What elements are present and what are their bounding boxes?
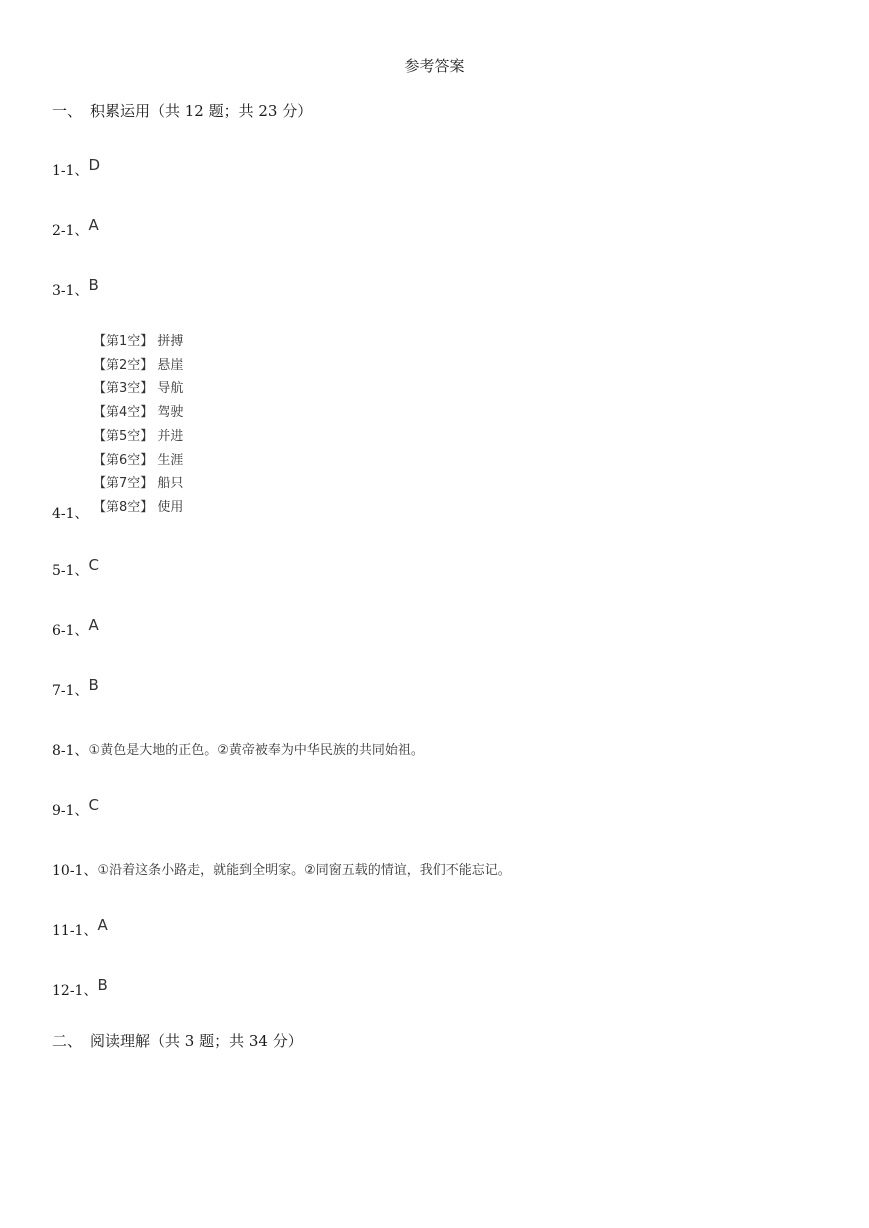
section-number: 一、	[52, 102, 83, 120]
answer-row	[52, 503, 89, 523]
blank-value: 拼搏	[157, 334, 184, 349]
answer-value: ①黄色是大地的正色。②黄帝被奉为中华民族的共同始祖。	[88, 743, 424, 758]
question-number: 10-1、	[52, 863, 98, 879]
page-title: 参考答案	[404, 57, 465, 75]
blank-item	[93, 401, 183, 425]
blank-value: 使用	[157, 499, 184, 515]
answer-value: B	[97, 976, 108, 994]
blank-value: 并进	[157, 428, 184, 444]
blank-label: 【第2空】	[93, 357, 154, 373]
section-heading	[52, 1030, 303, 1051]
answer-value: D	[88, 156, 101, 174]
blank-label: 【第5空】	[93, 428, 154, 444]
blank-value: 生涯	[157, 452, 184, 468]
answer-row	[52, 676, 99, 700]
answer-row	[52, 796, 100, 820]
blank-item	[93, 377, 183, 401]
blank-value: 导航	[157, 381, 184, 397]
answer-value: C	[88, 796, 100, 814]
question-number: 4-1、	[52, 506, 89, 522]
answer-value: A	[88, 616, 99, 634]
blank-value: 驾驶	[157, 405, 184, 421]
question-number: 12-1、	[52, 983, 98, 999]
question-number: 6-1、	[52, 623, 89, 639]
answer-row	[52, 156, 101, 180]
answer-row	[52, 616, 99, 640]
blank-value: 悬崖	[157, 357, 184, 373]
section-title: 阅读理解（共 3 题；共 34 分）	[90, 1032, 303, 1050]
question-number: 7-1、	[52, 683, 89, 699]
answer-value: B	[88, 276, 99, 294]
answer-row	[52, 916, 108, 940]
blank-item	[93, 472, 183, 496]
blank-item	[93, 330, 183, 354]
blank-item	[93, 425, 183, 449]
question-number: 9-1、	[52, 803, 89, 819]
blank-label: 【第8空】	[93, 499, 154, 515]
answer-value: A	[97, 916, 108, 934]
blank-item	[93, 354, 183, 378]
answer-value: B	[88, 676, 99, 694]
question-number: 2-1、	[52, 223, 89, 239]
answer-row	[52, 860, 511, 880]
answer-row	[52, 276, 99, 300]
answer-row	[52, 740, 424, 760]
question-number: 5-1、	[52, 563, 89, 579]
answer-row	[52, 976, 108, 1000]
answer-row	[52, 216, 99, 240]
section-title: 积累运用（共 12 题；共 23 分）	[90, 102, 313, 120]
question-number: 1-1、	[52, 163, 89, 179]
blank-item	[93, 496, 183, 520]
question-number: 8-1、	[52, 743, 89, 759]
question-number: 11-1、	[52, 923, 98, 939]
question-number: 3-1、	[52, 283, 89, 299]
answer-value: C	[88, 556, 100, 574]
section-heading	[52, 100, 312, 121]
blank-label: 【第3空】	[93, 381, 154, 397]
blank-list	[93, 330, 183, 520]
blank-label: 【第1空】	[93, 334, 154, 349]
answer-value: ①沿着这条小路走，就能到全明家。②同窗五载的情谊，我们不能忘记。	[97, 863, 511, 878]
blank-item	[93, 449, 183, 473]
blank-label: 【第4空】	[93, 405, 154, 421]
answer-value: A	[88, 216, 99, 234]
blank-value: 船只	[157, 476, 184, 492]
blank-label: 【第7空】	[93, 476, 154, 492]
section-number: 二、	[52, 1032, 83, 1050]
answer-row	[52, 556, 100, 580]
blank-label: 【第6空】	[93, 452, 154, 468]
